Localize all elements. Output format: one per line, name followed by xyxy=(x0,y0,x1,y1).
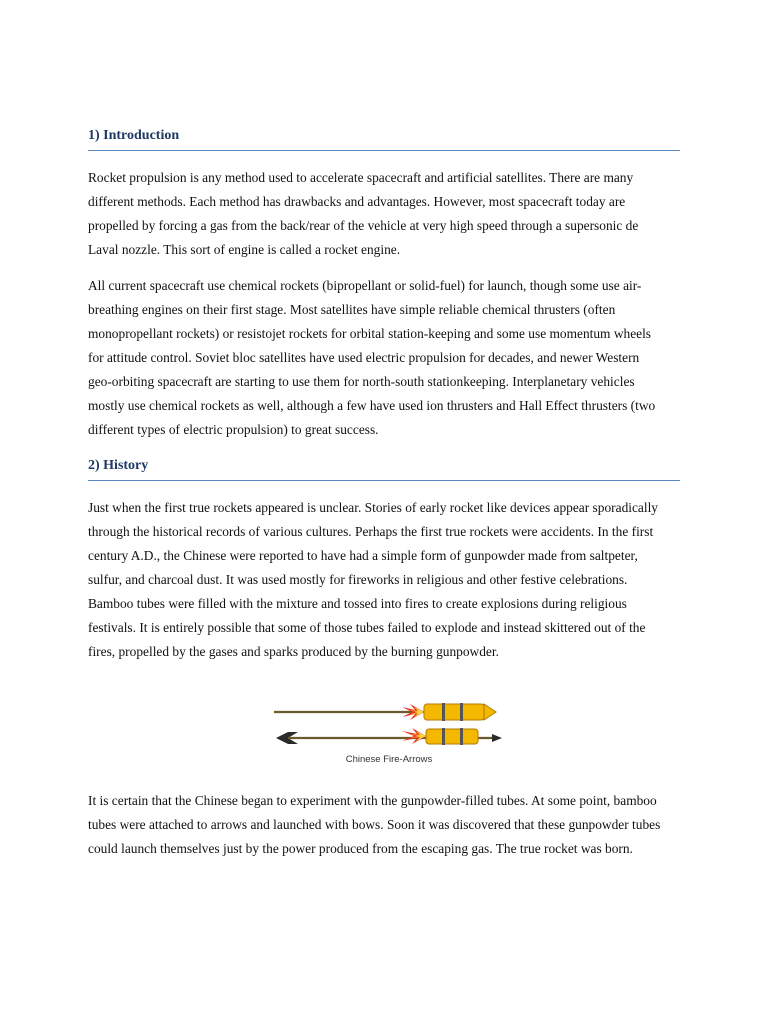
arrow-tip-top xyxy=(484,704,496,720)
section-heading-introduction: 1) Introduction xyxy=(88,128,680,151)
tube-band-bottom-2 xyxy=(460,728,463,745)
fire-arrows-figure xyxy=(274,688,504,772)
history-paragraph-1: Just when the first true rockets appeared is unclear. Stories of early rocket like devices appear sporadically through the historical records of various cultures. Perhaps the first true rockets were accidents. In the first century A.D., the Chinese were reported to have had a simple form of gunpowder made from saltpeter, sulfur, and charcoal dust. It was used mostly for fireworks in religious and other festive celebrations. Bamboo tubes were filled with the mixture and tossed into fires to create explosions during religious festivals. It is entirely possible that some of those tubes failed to explode and instead skittered out of the fires, propelled by the gases and sparks produced by the burning gunpowder. xyxy=(88,500,659,659)
tube-band-top-2 xyxy=(460,703,463,721)
fire-arrow-top xyxy=(274,703,496,721)
fire-arrow-bottom xyxy=(276,728,502,745)
arrow-head-bottom xyxy=(492,734,502,742)
fire-arrows-illustration xyxy=(274,688,504,752)
figure-caption: Chinese Fire-Arrows xyxy=(345,754,433,765)
tube-band-bottom-1 xyxy=(442,728,445,745)
tube-band-top-1 xyxy=(442,703,445,721)
section-heading-history: 2) History xyxy=(88,458,680,481)
introduction-paragraph-1: Rocket propulsion is any method used to accelerate spacecraft and artificial satellites. There are many different methods. Each method has drawbacks and advantages. However, most spacecraft today are propelled by forcing a gas from the back/rear of the vehicle at very high speed through a supersonic de Laval nozzle. This sort of engine is called a rocket engine. xyxy=(88,170,639,257)
introduction-paragraph-2: All current spacecraft use chemical rockets (bipropellant or solid-fuel) for launch, though some use air-breathing engines on their first stage. Most satellites have simple reliable chemical thrusters (often monopropellant rockets) or resistojet rockets for orbital station-keeping and some use momentum wheels for attitude control. Soviet bloc satellites have used electric propulsion for decades, and newer Western geo-orbiting spacecraft are starting to use them for north-south stationkeeping. Interplanetary vehicles mostly use chemical rockets as well, although a few have used ion thrusters and Hall Effect thrusters (two different types of electric propulsion) to great success. xyxy=(88,278,656,437)
gunpowder-tube-bottom xyxy=(426,729,478,744)
gunpowder-tube-top xyxy=(424,704,484,720)
history-paragraph-2: It is certain that the Chinese began to experiment with the gunpowder-filled tubes. At some point, bamboo tubes were attached to arrows and launched with bows. Soon it was discovered that these gunpowder tubes could launch themselves just by the power produced from the escaping gas. The true rocket was born. xyxy=(88,793,661,856)
